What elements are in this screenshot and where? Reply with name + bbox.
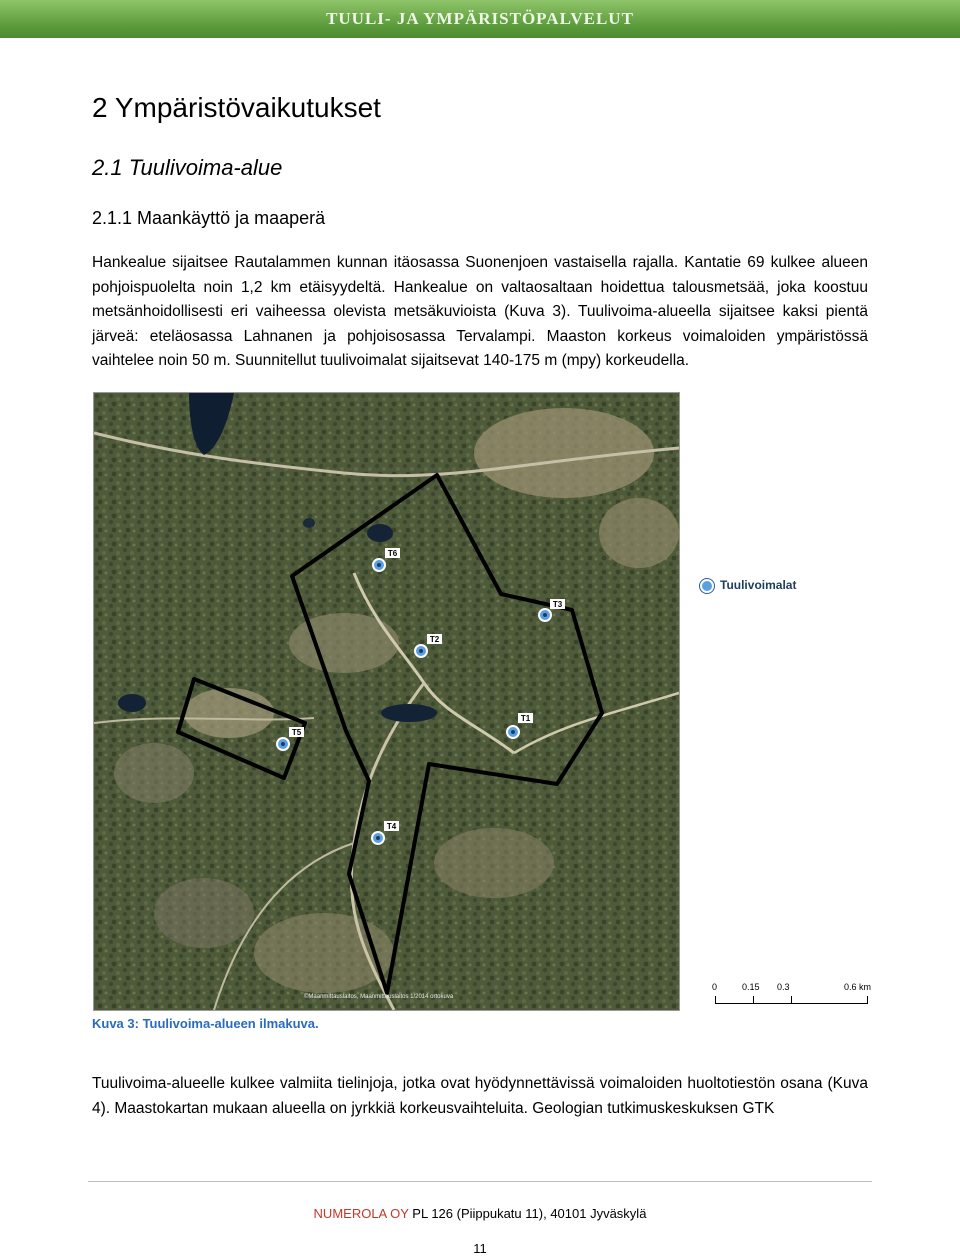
footer-company: NUMEROLA OY (313, 1206, 409, 1221)
paragraph-roads: Tuulivoima-alueelle kulkee valmiita tielinjoja, jotka ovat hyödynnettävissä voimaloiden huoltotiestön osana (Kuva 4). Maastokartan mukaan alueella on jyrkkiä korkeusvaihteluita. Geologian tutkimuskeskuksen GTK (92, 1075, 868, 1117)
page-number: 11 (473, 1241, 487, 1256)
svg-text:T2: T2 (429, 635, 440, 644)
svg-text:T5: T5 (291, 728, 302, 737)
paragraph-land-use: Hankealue sijaitsee Rautalammen kunnan itäosassa Suonenjoen vastaisella rajalla. Kantatie 69 kulkee alueen pohjoispuolelta noin 1,2 km etäisyydeltä. Hankealue on valtaosaltaan hoidettua talousmetsää, joka koostuu metsänhoidollisesti eri vaiheessa olevista metsäkuvioista (Kuva 3). Tuulivoima-alueella sijaitsee kaksi pientä järveä: eteläosassa Lahnanen ja pohjoisosassa Tervalampi. Maaston korkeus voimaloiden ympäristössä vaihtelee noin 50 m. Suunnitellut tuulivoimalat sijaitsevat 140-175 m (mpy) korkeudella. (92, 254, 868, 369)
chapter-heading: 2 Ympäristövaikutukset (92, 92, 381, 123)
footer-divider (88, 1181, 872, 1182)
aerial-map (93, 392, 680, 1011)
figure-caption: Kuva 3: Tuulivoima-alueen ilmakuva. (92, 1016, 319, 1031)
scale-label-03: 0.3 (777, 982, 790, 992)
svg-text:T3: T3 (552, 600, 563, 609)
scale-bar (712, 982, 872, 1012)
scale-label-0: 0 (712, 982, 718, 992)
turbine-marker-icon (700, 579, 714, 593)
svg-text:T1: T1 (520, 714, 531, 723)
footer-address: PL 126 (Piippukatu 11), 40101 Jyväskylä (408, 1206, 647, 1221)
map-legend (700, 578, 796, 593)
section-heading: 2.1 Tuulivoima-alue (92, 155, 283, 180)
scale-label-015: 0.15 (742, 982, 760, 992)
svg-text:T6: T6 (387, 549, 398, 558)
legend-label: Tuulivoimalat (720, 578, 797, 592)
scale-label-06: 0.6 km (844, 982, 872, 992)
svg-text:©Maanmittauslaitos, Maanmittau: ©Maanmittauslaitos, Maanmittauslaitos 1/2014 ortokuva (304, 994, 454, 1000)
subsection-heading: 2.1.1 Maankäyttö ja maaperä (92, 208, 326, 228)
header-title: TUULI- JA YMPÄRISTÖPALVELUT (326, 9, 634, 28)
svg-text:T4: T4 (386, 822, 397, 831)
footer (0, 1206, 960, 1221)
